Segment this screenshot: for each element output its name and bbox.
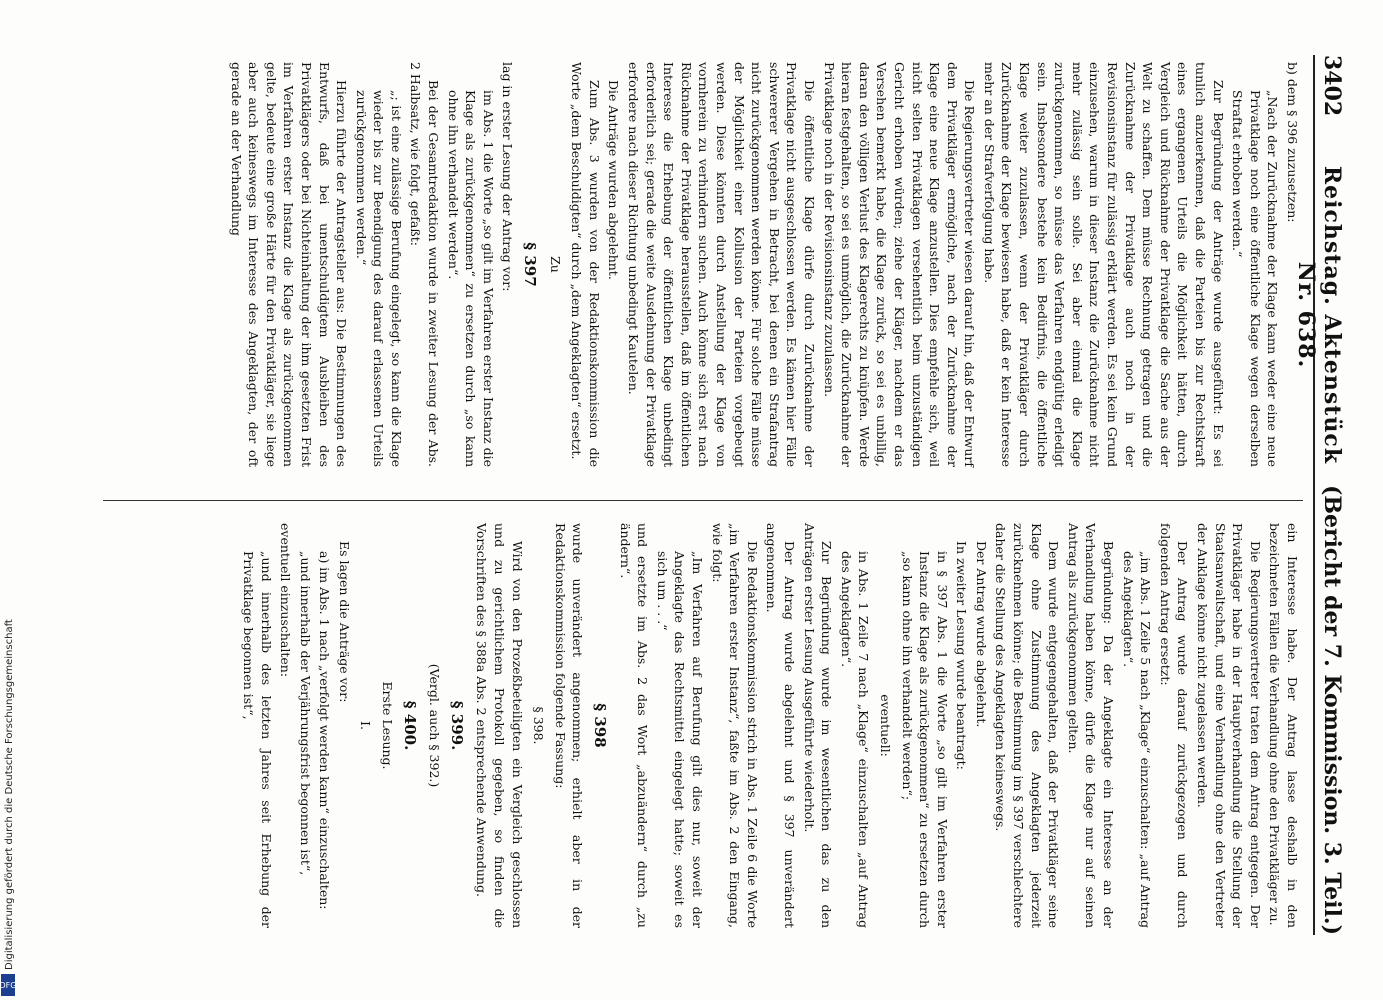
paragraph: eventuell: — [877, 694, 893, 757]
paragraph: Erste Lesung. — [380, 681, 396, 770]
paragraph: Begründung: Da der Angeklagte ein Interesse an der Verhandlung haben könne, dürfe die Klage nur auf seinen Antrag als zurückgenommen gelten. — [1065, 523, 1117, 928]
paragraph: In zweiter Lesung wurde beantragt: — [954, 541, 970, 770]
paragraph: Der Antrag wurde abgelehnt und § 397 unverändert angenommen. — [764, 523, 797, 928]
document-title: Reichstag. Aktenstück Nr. 638. — [1293, 165, 1345, 465]
paragraph: und ersetzte im Abs. 2 das Wort „abzuändern“ durch „zu ändern“. — [617, 523, 651, 928]
digitization-credit — [0, 0, 16, 1000]
paragraph: Bei der Gesamtredaktion wurde in zweiter Lesung der Abs. 2 Halbsatz, wie folgt, gefaßt: — [408, 62, 442, 467]
paragraph: Die Anträge wurden abgelehnt. — [606, 80, 622, 280]
paragraph: ein Interesse habe. Der Antrag lasse deshalb in den bezeichneten Fällen die Verhandlung ohne den Privatkläger zu. — [1267, 523, 1300, 928]
paragraph: „im Abs. 1 Zeile 5 nach „Klage“ einzuschalten: „auf Antrag des Angeklagten“. — [1120, 551, 1154, 928]
section-heading: § 400. — [400, 700, 419, 751]
paragraph: b) dem § 396 zuzusetzen: — [1285, 62, 1300, 223]
paragraph: Die Regierungsvertreter wiesen darauf hin, daß der Entwurf dem Privatkläger ermögliche, nach der Zurücknahme der Klage eine neue Klage anzustellen. Dies empfehle sich, weil nicht selten Privatklagen versehentlich beim unzuständigen Gericht erhoben würden; ziehe der Kläger, nachdem er das Versehen bemerkt habe, die Klage zurück, so sei es unbillig, daran den völligen Verlust des Klagerechts zu knüpfen. Werde hieran festgehalten, so sei es unmöglich, die Zurücknahme der Privatklage noch in der Revisionsinstanz zuzulassen. — [821, 62, 978, 467]
dfg-logo: DFG — [1, 974, 15, 996]
section-heading: § 397 — [521, 242, 540, 287]
paragraph: „und innerhalb der Verjährungsfrist begonnen ist“, — [297, 551, 313, 876]
paragraph: Der Antrag wurde abgelehnt. — [973, 541, 989, 728]
paragraph: Die Redaktionskommission strich in Abs. 1 Zeile 6 die Worte „im Verfahren erster Instanz“, faßte im Abs. 2 den Eingang, wie folgt: — [709, 523, 760, 928]
paragraph: Zum Abs. 3 wurden von der Redaktionskommission die Worte „dem Beschuldigten“ durch „dem Angeklagten“ ersetzt. — [569, 62, 602, 467]
paragraph: Hierzu führte der Antragsteller aus: Die Bestimmungen des Entwurfs, daß bei unentschuldigtem Ausbleiben des Privatklägers oder bei Nichteinhaltung der ihm gesetzten Frist im Verfahren erster Instanz die Klage als zurückgenommen gelte, bedeute eine große Härte für den Privatkläger, sie liege aber auch keineswegs im Interesse des Angeklagten, der oft gerade an der Verhandlung — [228, 62, 350, 467]
paragraph: Die öffentliche Klage dürfe durch Zurücknahme der Privatklage nicht ausgeschlossen werden. Es kämen hier Fälle schwererer Vergehen in Betracht, bei denen ein Strafantrag nicht zurückgenommen werden könne. Für solche Fälle müsse der Möglichkeit einer Kollusion der Parteien vorgebeugt werden. Diese könnten durch Anstellung der Klage von vornherein zu verhindern suchen. Auch könne sich erst nach Rücknahme der Privatklage herausstellen, daß im öffentlichen Interesse die Erhebung der öffentlichen Klage unbedingt erforderlich sei; gerade die weite Ausdehnung der Privatklage erfordere nach dieser Richtung unbedingt Kautelen. — [626, 62, 817, 467]
paragraph: Zur Begründung wurde im wesentlichen das zu den Anträgen erster Lesung Ausgeführte wiederholt. — [801, 523, 835, 928]
paragraph: Wird von den Prozeßbeteiligten ein Vergleich geschlossen und zu gerichtlichem Protokoll gegeben, so finden die Vorschriften des § 388a Abs. 2 entsprechende Anwendung. — [474, 523, 525, 928]
paragraph: § 398. — [531, 706, 547, 745]
paragraph: Die Regierungsvertreter traten dem Antrag entgegen. Der Privatkläger habe in der Hauptverhandlung die Stellung der Staatsanwaltschaft, und eine Verhandlung ohne den Vertreter der Anklage könne nicht zugelassen werden. — [1195, 523, 1263, 928]
paragraph: Es lagen die Anträge vor: — [336, 541, 352, 703]
paragraph: Zu — [547, 256, 563, 273]
section-heading: § 398 — [591, 703, 610, 748]
paragraph: (Vergl. auch § 392.) — [427, 663, 443, 788]
paragraph: Dem wurde entgegengehalten, daß der Privatkläger seine Klage ohne Zustimmung des Angeklagten jederzeit zurücknehmen könne; die Bestimmung im § 397 verschlechtere daher die Stellung des Angeklagten keineswegs. — [993, 523, 1062, 928]
paragraph: a) im Abs. 1 nach „verfolgt werden kann“ einzuschalten: — [317, 551, 333, 910]
paragraph: in Abs. 1 Zeile 7 nach „Klage“ einzuschalten „auf Antrag des Angeklagten“. — [838, 551, 872, 928]
paragraph: „und innerhalb des letzten Jahres seit Erhebung der Privatklage begonnen ist“, — [240, 551, 274, 928]
paragraph: I. — [358, 721, 374, 730]
document-subtitle: (Bericht der 7. Kommission. 3. Teil.) — [1319, 484, 1345, 935]
paragraph: im Abs. 1 die Worte „so gilt im Verfahren erster Instanz die Klage als zurückgenommen“ zu ersetzen durch „so kann ohne ihn verhandelt werden“. — [445, 90, 496, 467]
column-divider — [103, 500, 1303, 501]
left-column — [225, 62, 1301, 467]
paragraph: Der Antrag wurde darauf zurückgezogen und durch folgenden Antrag ersetzt: — [1157, 523, 1191, 928]
paragraph: eventuell einzuschalten: — [278, 523, 294, 678]
page-header — [1293, 55, 1345, 935]
paragraph: Zur Begründung der Anträge wurde ausgeführt: Es sei tunlich anzuerkennen, daß die Parteien bis zur Rechtskraft eines ergangenen Urteils die Möglichkeit hätten, durch Vergleich und Rücknahme der Privatklage die Sache aus der Welt zu schaffen. Dem müsse Rechnung getragen und die Zurücknahme der Privatklage auch noch in der Revisionsinstanz für zulässig erklärt werden. Es sei kein Grund einzusehen, warum in dieser Instanz die Zurücknahme nicht mehr zulässig sein solle. Sei aber einmal die Klage zurückgenommen, so müsse das Verfahren endgültig erledigt sein. Insbesondere bestehe kein Bedürfnis, die öffentliche Klage weiter zuzulassen, wenn der Privatkläger durch Zurücknahme der Klage bewiesen habe, daß er kein Interesse mehr an der Strafverfolgung habe. — [981, 62, 1226, 467]
page-number: 3402 — [1319, 55, 1345, 117]
paragraph: wurde unverändert angenommen; erhielt aber in der Redaktionskommission folgende Fassung: — [552, 523, 586, 928]
funding-note: Digitalisierung gefördert durch die Deutsche Forschungsgemeinschaft — [4, 619, 15, 970]
paragraph: in § 397 Abs. 1 die Worte „so gilt im Verfahren erster Instanz die Klage als zurückgenommen“ zu ersetzen durch „so kann ohne ihn verhandelt werden“; — [899, 551, 950, 928]
right-column — [237, 523, 1301, 928]
paragraph: „; ist eine zulässige Berufung eingelegt, so kann die Klage wieder bis zur Beendigung des darauf erlassenen Urteils zurückgenommen werden.“ — [353, 90, 404, 467]
paragraph: lag in erster Lesung der Antrag vor: — [500, 62, 516, 292]
paragraph: „Im Verfahren auf Berufung gilt dies nur, soweit der Angeklagte das Rechtsmittel eingelegt hatte; soweit es sich um . . .“ — [654, 551, 705, 928]
section-heading: § 399. — [447, 700, 466, 751]
paragraph: „Nach der Zurücknahme der Klage kann weder eine neue Privatklage noch eine öffentliche Klage wegen derselben Straftat erhoben werden.“ — [1230, 90, 1281, 467]
